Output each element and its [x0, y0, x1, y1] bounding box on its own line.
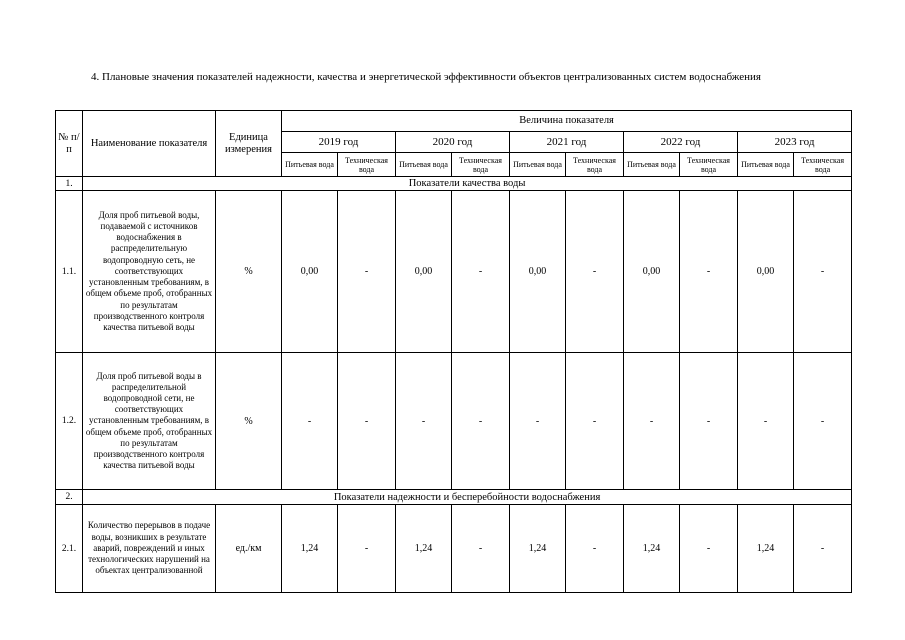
section-heading-text: 4. Плановые значения показателей надежности, качества и энергетической эффективности объектов централизованных систем водоснабжения: [91, 71, 761, 83]
value-cell: 1,24: [396, 505, 452, 593]
section-row: [56, 177, 852, 191]
year-header: 2019 год: [282, 132, 396, 153]
year-header: 2023 год: [738, 132, 852, 153]
section-title: Показатели надежности и бесперебойности водоснабжения: [83, 490, 852, 505]
value-cell: -: [452, 191, 510, 353]
value-cell: -: [680, 505, 738, 593]
row-number: 1.1.: [56, 191, 83, 353]
technical-water-header: Техническая вода: [680, 153, 738, 177]
value-cell: 0,00: [396, 191, 452, 353]
value-cell: -: [396, 353, 452, 490]
value-cell: -: [680, 191, 738, 353]
year-header: 2021 год: [510, 132, 624, 153]
value-cell: -: [680, 353, 738, 490]
section-heading: [55, 70, 851, 85]
section-number: 1.: [56, 177, 83, 191]
value-cell: -: [338, 505, 396, 593]
value-cell: 1,24: [510, 505, 566, 593]
section-row: [56, 490, 852, 505]
indicator-name: Количество перерывов в подаче воды, возникших в результате аварий, повреждений и иных технологических нарушений на объектах централизованной: [83, 505, 216, 593]
row-number: 2.1.: [56, 505, 83, 593]
value-cell: -: [624, 353, 680, 490]
value-cell: 0,00: [282, 191, 338, 353]
table-row: [56, 353, 852, 490]
technical-water-header: Техническая вода: [338, 153, 396, 177]
table-row: [56, 191, 852, 353]
col-unit-header: Единица измерения: [216, 111, 282, 177]
drinking-water-header: Питьевая вода: [624, 153, 680, 177]
unit-cell: %: [216, 353, 282, 490]
drinking-water-header: Питьевая вода: [396, 153, 452, 177]
value-cell: 1,24: [738, 505, 794, 593]
row-number: 1.2.: [56, 353, 83, 490]
indicator-name: Доля проб питьевой воды в распределительной водопроводной сети, не соответствующих установленным требованиям, в общем объеме проб, отобранных по результатам производственного контроля качества питьевой воды: [83, 353, 216, 490]
col-num-header: № п/п: [56, 111, 83, 177]
technical-water-header: Техническая вода: [566, 153, 624, 177]
year-header: 2020 год: [396, 132, 510, 153]
technical-water-header: Техническая вода: [794, 153, 852, 177]
col-value-header: Величина показателя: [282, 111, 852, 132]
value-cell: -: [338, 353, 396, 490]
indicator-name: Доля проб питьевой воды, подаваемой с источников водоснабжения в распределительную водопроводную сеть, не соответствующих установленным требованиям, в общем объеме проб, отобранных по результатам производственного контроля качества питьевой воды: [83, 191, 216, 353]
drinking-water-header: Питьевая вода: [282, 153, 338, 177]
year-header: 2022 год: [624, 132, 738, 153]
unit-cell: %: [216, 191, 282, 353]
value-cell: -: [510, 353, 566, 490]
value-cell: 0,00: [738, 191, 794, 353]
value-cell: -: [794, 505, 852, 593]
value-cell: -: [338, 191, 396, 353]
value-cell: -: [566, 353, 624, 490]
value-cell: -: [794, 191, 852, 353]
value-cell: -: [452, 353, 510, 490]
table-row: [56, 505, 852, 593]
indicators-table: [55, 110, 852, 593]
section-number: 2.: [56, 490, 83, 505]
value-cell: -: [738, 353, 794, 490]
value-cell: -: [452, 505, 510, 593]
value-cell: -: [282, 353, 338, 490]
drinking-water-header: Питьевая вода: [738, 153, 794, 177]
unit-cell: ед./км: [216, 505, 282, 593]
technical-water-header: Техническая вода: [452, 153, 510, 177]
col-name-header: Наименование показателя: [83, 111, 216, 177]
drinking-water-header: Питьевая вода: [510, 153, 566, 177]
value-cell: 0,00: [624, 191, 680, 353]
value-cell: 1,24: [624, 505, 680, 593]
value-cell: -: [566, 191, 624, 353]
value-cell: -: [566, 505, 624, 593]
value-cell: 1,24: [282, 505, 338, 593]
section-title: Показатели качества воды: [83, 177, 852, 191]
value-cell: 0,00: [510, 191, 566, 353]
value-cell: -: [794, 353, 852, 490]
header-row-1: [56, 111, 852, 132]
